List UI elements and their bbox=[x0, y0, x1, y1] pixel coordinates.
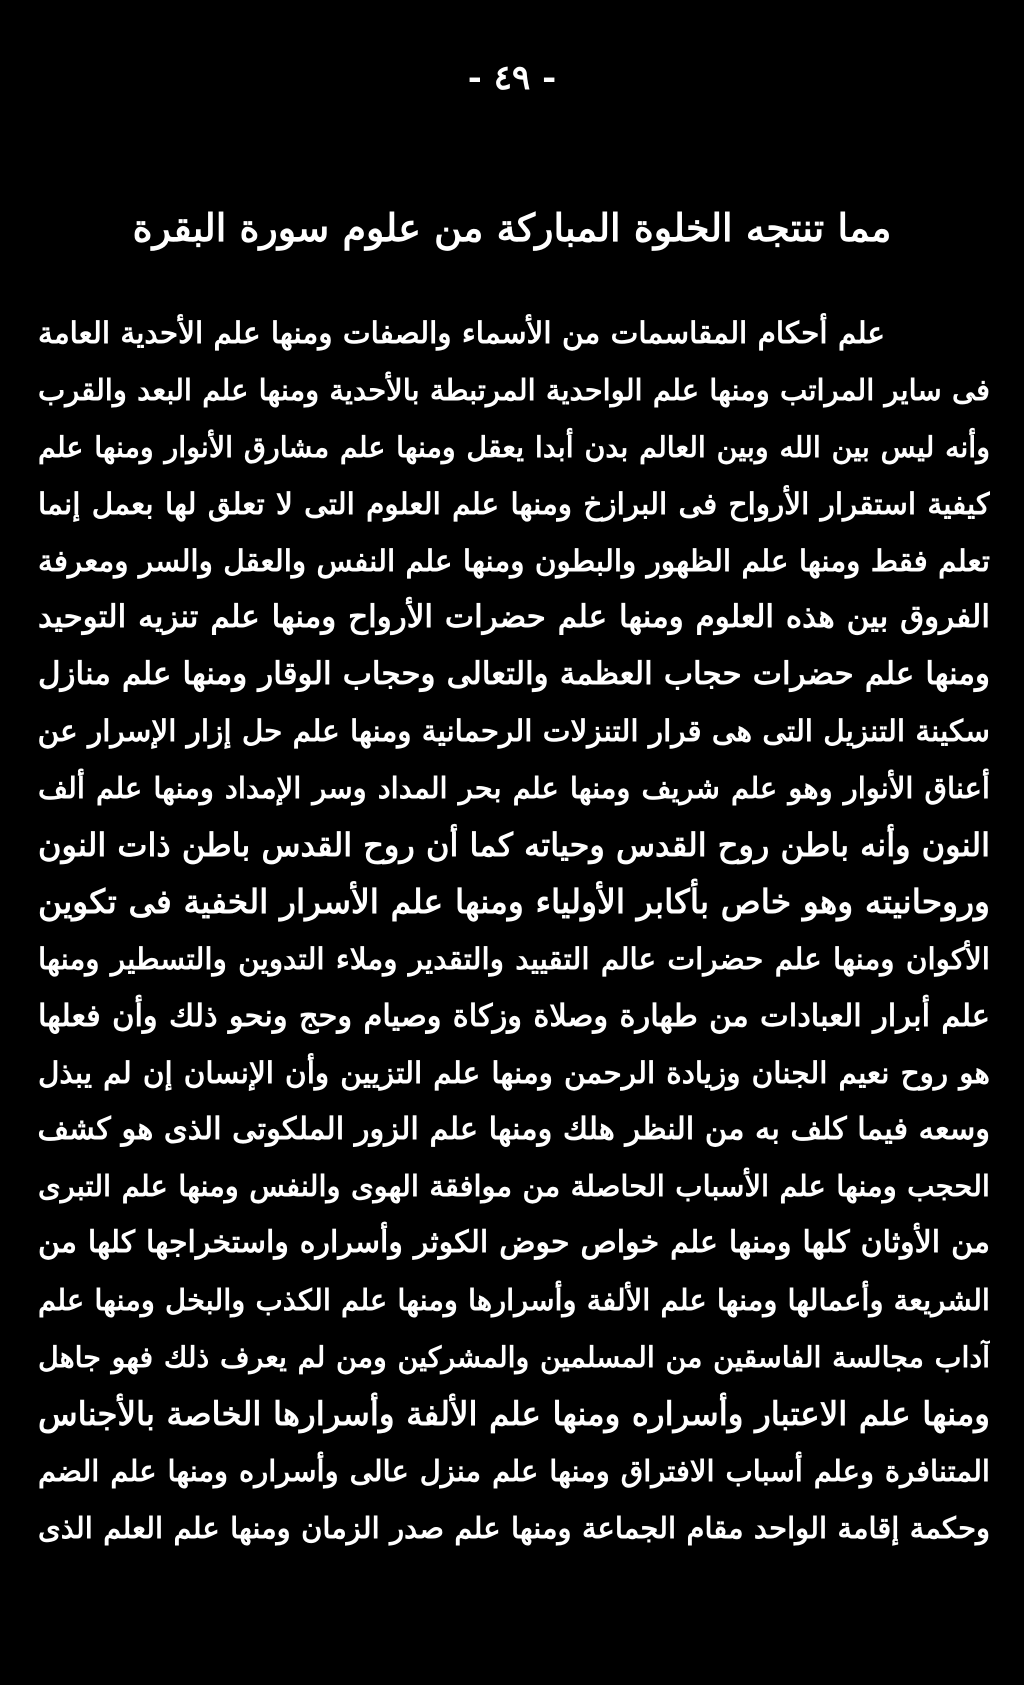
section-heading: مما تنتجه الخلوة المباركة من علوم سورة البقرة bbox=[132, 205, 892, 250]
text-line: كيفية استقرار الأرواح فى البرازخ ومنها علم العلوم التى لا تعلق لها بعمل إنما bbox=[38, 485, 990, 521]
text-line: الشريعة وأعمالها ومنها علم الألفة وأسرارها ومنها علم الكذب والبخل ومنها علم bbox=[38, 1283, 990, 1318]
text-line: المتنافرة وعلم أسباب الافتراق ومنها علم منزل عالى وأسراره ومنها علم الضم bbox=[38, 1453, 990, 1488]
text-line: سكينة التنزيل التى هى قرار التنزلات الرحمانية ومنها علم حل إزار الإسرار عن bbox=[38, 713, 990, 749]
text-line: الحجب ومنها علم الأسباب الحاصلة من موافقة الهوى والنفس ومنها علم التبرى bbox=[38, 1169, 990, 1204]
text-line: الأكوان ومنها علم حضرات عالم التقييد والتقدير وملاء التدوين والتسطير ومنها bbox=[38, 940, 990, 976]
body-text bbox=[38, 305, 990, 1557]
text-line: فى ساير المراتب ومنها علم الواحدية المرتبطة بالأحدية ومنها علم البعد والقرب bbox=[38, 372, 990, 407]
text-line: علم أبرار العبادات من طهارة وصلاة وزكاة وصيام وحج ونحو ذلك وأن فعلها bbox=[38, 997, 990, 1034]
text-line: وأنه ليس بين الله وبين العالم بدن أبدا يعقل ومنها علم مشارق الأنوار ومنها علم bbox=[38, 429, 990, 464]
text-line: تعلم فقط ومنها علم الظهور والبطون ومنها علم النفس والعقل والسر ومعرفة bbox=[38, 542, 990, 578]
text-line: الفروق بين هذه العلوم ومنها علم حضرات الأرواح ومنها علم تنزيه التوحيد bbox=[38, 599, 990, 636]
text-line: وحكمة إقامة الواحد مقام الجماعة ومنها علم صدر الزمان ومنها علم العلم الذى bbox=[38, 1510, 990, 1545]
text-line: ومنها علم حضرات حجاب العظمة والتعالى وحجاب الوقار ومنها علم منازل bbox=[38, 656, 990, 693]
text-line: النون وأنه باطن روح القدس وحياته كما أن روح القدس باطن ذات النون bbox=[38, 826, 990, 865]
text-line: علم أحكام المقاسمات من الأسماء والصفات ومنها علم الأحدية العامة bbox=[38, 315, 885, 350]
text-line: ومنها علم الاعتبار وأسراره ومنها علم الألفة وأسرارها الخاصة بالأجناس bbox=[38, 1393, 990, 1433]
text-line: أعناق الأنوار وهو علم شريف ومنها علم بحر المداد وسر الإمداد ومنها علم ألف bbox=[38, 771, 990, 806]
page-number: - ٤٩ - bbox=[467, 58, 557, 98]
text-line: وروحانيته وهو خاص بأكابر الأولياء ومنها علم الأسرار الخفية فى تكوين bbox=[38, 881, 990, 921]
text-line: هو روح نعيم الجنان وزيادة الرحمن ومنها علم التزيين وأن الإنسان إن لم يبذل bbox=[38, 1054, 990, 1090]
text-line: آداب مجالسة الفاسقين من المسلمين والمشركين ومن لم يعرف ذلك فهو جاهل bbox=[38, 1340, 990, 1375]
text-line: وسعه فيما كلف به من النظر هلك ومنها علم الزور الملكوتى الذى هو كشف bbox=[38, 1111, 990, 1148]
text-line: من الأوثان كلها ومنها علم خواص حوض الكوثر وأسراره واستخراجها كلها من bbox=[38, 1225, 990, 1261]
